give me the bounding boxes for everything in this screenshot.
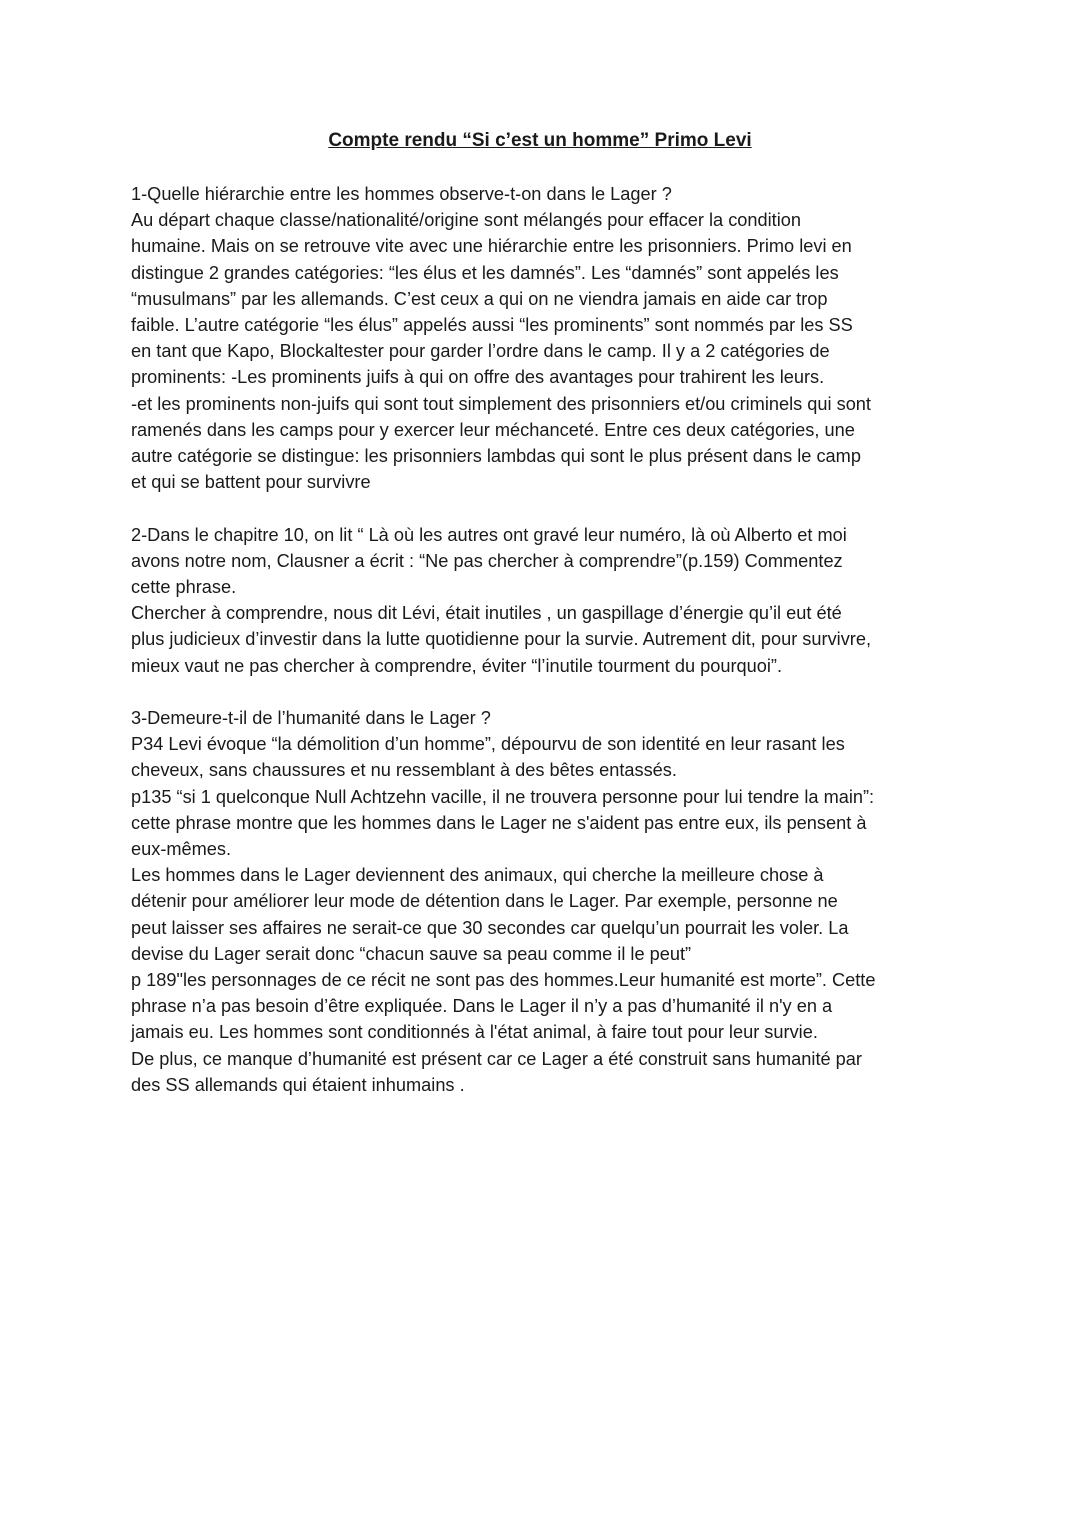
paragraph-line: distingue 2 grandes catégories: “les élus et les damnés”. Les “damnés” sont appelés les — [131, 262, 839, 283]
paragraph-line: “musulmans” par les allemands. C’est ceux a qui on ne viendra jamais en aide car trop — [131, 288, 828, 309]
paragraph-line: Les hommes dans le Lager deviennent des animaux, qui cherche la meilleure chose à — [131, 865, 824, 886]
paragraph-line: ramenés dans les camps pour y exercer leur méchanceté. Entre ces deux catégories, une — [131, 419, 855, 440]
section-heading-line: 1-Quelle hiérarchie entre les hommes observe-t-on dans le Lager ? — [131, 184, 672, 204]
section-heading-line: 3-Demeure-t-il de l’humanité dans le Lager ? — [131, 708, 491, 729]
paragraph-line: autre catégorie se distingue: les prisonniers lambdas qui sont le plus présent dans le camp — [131, 446, 861, 467]
paragraph-line: eux-mêmes. — [131, 839, 232, 860]
paragraph-line: p 189"les personnages de ce récit ne sont pas des hommes.Leur humanité est morte”. Cette — [131, 970, 876, 991]
paragraph-line: et qui se battent pour survivre — [131, 472, 371, 493]
paragraph-line: jamais eu. Les hommes sont conditionnés à l'état animal, à faire tout pour leur survie. — [131, 1022, 818, 1043]
paragraph-line: des SS allemands qui étaient inhumains . — [131, 1074, 465, 1095]
paragraph-line: faible. L’autre catégorie “les élus” appelés aussi “les prominents” sont nommés par les SS — [131, 315, 853, 336]
paragraph-line: en tant que Kapo, Blockaltester pour garder l’ordre dans le camp. Il y a 2 catégories de — [131, 341, 830, 362]
paragraph-line: cette phrase montre que les hommes dans le Lager ne s'aident pas entre eux, ils pensent à — [131, 812, 867, 833]
paragraph-line: humaine. Mais on se retrouve vite avec une hiérarchie entre les prisonniers. Primo levi en — [131, 236, 852, 257]
paragraph-line: détenir pour améliorer leur mode de détention dans le Lager. Par exemple, personne ne — [131, 891, 838, 912]
paragraph-line: mieux vaut ne pas chercher à comprendre, éviter “l’inutile tourment du pourquoi”. — [131, 655, 783, 676]
document-title: Compte rendu “Si c’est un homme” Primo Levi — [328, 130, 752, 151]
paragraph-line: avons notre nom, Clausner a écrit : “Ne pas chercher à comprendre”(p.159) Commentez — [131, 550, 843, 571]
paragraph-line: p135 “si 1 quelconque Null Achtzehn vacille, il ne trouvera personne pour lui tendre la main”: — [131, 786, 875, 807]
paragraph-line: Au départ chaque classe/nationalité/origine sont mélangés pour effacer la condition — [131, 210, 802, 231]
section-2 — [131, 522, 961, 679]
section-heading-line: 2-Dans le chapitre 10, on lit “ Là où les autres ont gravé leur numéro, là où Alberto et moi — [131, 524, 847, 545]
paragraph-line: prominents: -Les prominents juifs à qui on offre des avantages pour trahirent les leurs. — [131, 367, 825, 388]
paragraph-line: devise du Lager serait donc “chacun sauve sa peau comme il le peut” — [131, 943, 692, 964]
paragraph-line: Chercher à comprendre, nous dit Lévi, était inutiles , un gaspillage d’énergie qu’il eut été — [131, 603, 842, 624]
paragraph-line: De plus, ce manque d’humanité est présent car ce Lager a été construit sans humanité par — [131, 1048, 862, 1069]
paragraph-line: plus judicieux d’investir dans la lutte quotidienne pour la survie. Autrement dit, pour survivre, — [131, 629, 872, 650]
paragraph-line: cheveux, sans chaussures et nu ressemblant à des bêtes entassés. — [131, 760, 677, 781]
paragraph-line: peut laisser ses affaires ne serait-ce que 30 secondes car quelqu’un pourrait les voler. La — [131, 917, 849, 938]
paragraph-line: cette phrase. — [131, 577, 237, 598]
paragraph-line: -et les prominents non-juifs qui sont tout simplement des prisonniers et/ou criminels qui sont — [131, 393, 871, 414]
section-1 — [131, 181, 961, 495]
document-body — [131, 181, 961, 1124]
section-3 — [131, 705, 961, 1098]
paragraph-line: phrase n’a pas besoin d’être expliquée. Dans le Lager il n’y a pas d’humanité il n'y en a — [131, 996, 833, 1017]
paragraph-line: P34 Levi évoque “la démolition d’un homme”, dépourvu de son identité en leur rasant les — [131, 734, 845, 755]
